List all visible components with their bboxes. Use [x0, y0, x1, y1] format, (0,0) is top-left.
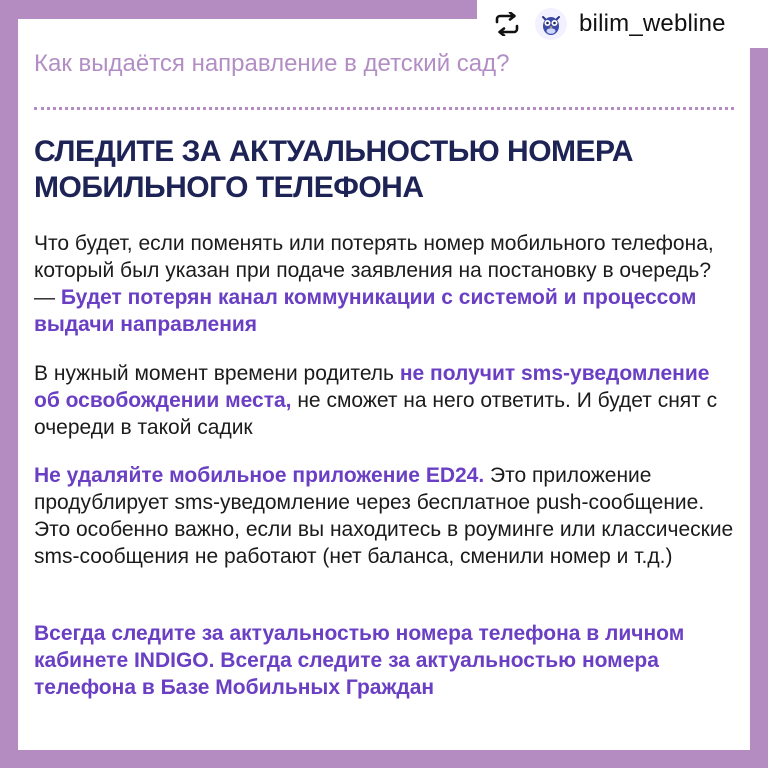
paragraph-highlight: Будет потерян канал коммуникации с системой и процессом выдачи направления — [34, 286, 697, 336]
paragraph-highlight: Не удаляйте мобильное приложение ED24. — [34, 464, 485, 487]
page-heading: Как выдаётся направление в детский сад? — [34, 50, 510, 77]
paragraph-text: не сможет на него ответить. И будет снят с очереди в такой садик — [34, 389, 718, 439]
paragraph-text: В нужный момент времени родитель — [34, 362, 400, 385]
repost-icon — [493, 12, 521, 36]
paragraph-sms-notice — [34, 360, 734, 441]
account-name[interactable]: bilim_webline — [579, 10, 726, 37]
owl-avatar-icon[interactable] — [535, 8, 567, 40]
paragraph-text: Что будет, если поменять или потерять номер мобильного телефона, который был указан при подаче заявления на постановку в очередь? — — [34, 232, 714, 309]
paragraph-final-advice: Всегда следите за актуальностью номера телефона в личном кабинете INDIGO. Всегда следите за актуальностью номера телефона в Базе Мобильных Граждан — [34, 622, 685, 699]
paragraph-text: Это приложение продублирует sms-уведомление через бесплатное push-сообщение. Это особенно важно, если вы находитесь в роуминге или классические sms-сообщения не работают (нет баланса, сменили номер и т.д.) — [34, 464, 734, 568]
paragraph-highlight: не получит sms-уведомление об освобождении места, — [34, 362, 710, 412]
repost-badge[interactable] — [477, 0, 768, 48]
paragraph-app-advice — [34, 462, 734, 570]
paragraph-phone-loss — [34, 230, 734, 338]
page-title: СЛЕДИТЕ ЗА АКТУАЛЬНОСТЬЮ НОМЕРА МОБИЛЬНОГО ТЕЛЕФОНА — [34, 135, 634, 204]
dotted-divider — [34, 107, 734, 110]
